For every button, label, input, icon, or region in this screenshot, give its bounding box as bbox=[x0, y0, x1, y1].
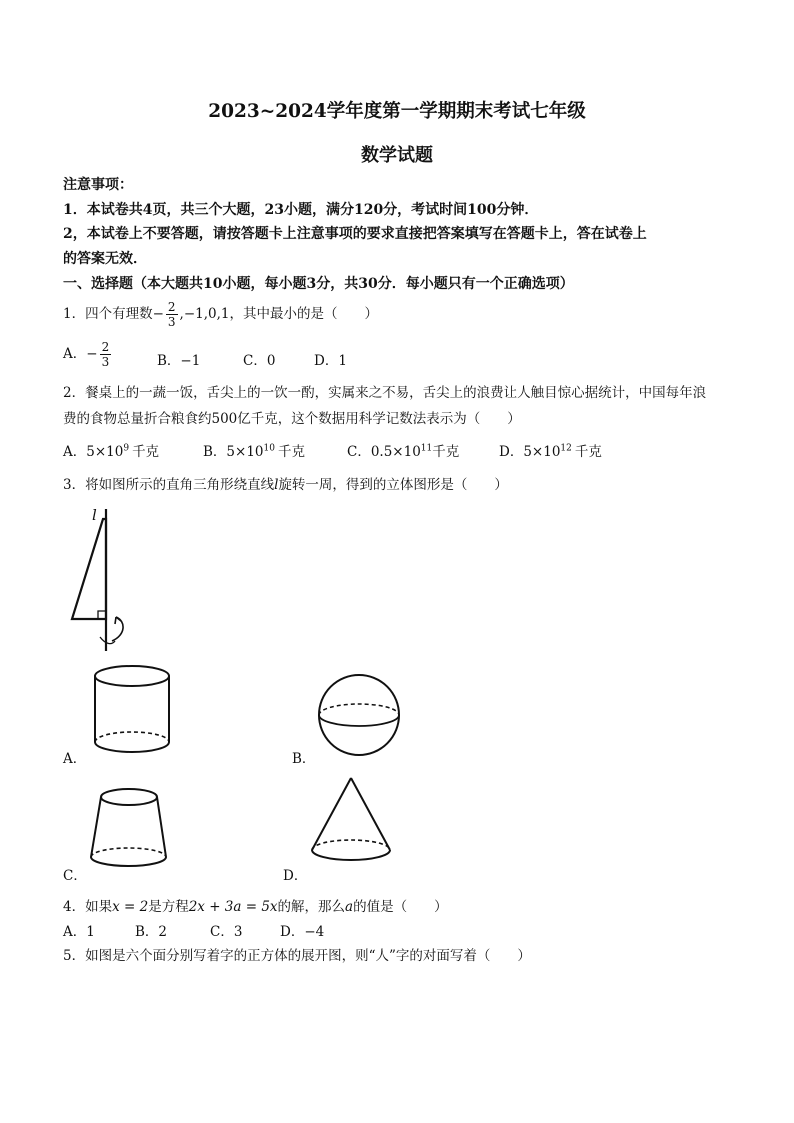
q4-var-a: a bbox=[345, 899, 354, 915]
q1-option-a-minus: − bbox=[86, 346, 98, 362]
q1-frac-num: 2 bbox=[167, 300, 176, 314]
q1-option-a-fraction bbox=[100, 341, 112, 368]
q1-option-b: B．−1 bbox=[157, 353, 201, 369]
q2-option-c-unit: 千克 bbox=[432, 444, 460, 460]
q2-option-a-base: A．5×10 bbox=[63, 444, 124, 460]
section-1-heading: 一、选择题（本大题共10小题，每小题3分，共30分．每小题只有一个正确选项） bbox=[63, 276, 574, 292]
q2-option-d-unit: 千克 bbox=[574, 444, 602, 460]
q2-option-b-unit: 千克 bbox=[277, 444, 305, 460]
question-1 bbox=[63, 301, 378, 328]
question-2-line-1: 2．餐桌上的一蔬一饭，舌尖上的一饮一酌，实属来之不易，舌尖上的浪费让人触目惊心据统计，中国每年浪 bbox=[63, 385, 707, 401]
q4-part-4: 的值是（ ） bbox=[353, 899, 448, 915]
question-5: 5．如图是六个面分别写着字的正方体的展开图，则“人”字的对面写着（ ） bbox=[63, 948, 531, 964]
q1-option-a bbox=[63, 341, 113, 368]
q2-option-d bbox=[499, 440, 602, 460]
q4-equation-2: 2x + 3a = 5x bbox=[188, 899, 278, 915]
q3-option-d: D． bbox=[283, 868, 308, 884]
q2-option-b bbox=[203, 440, 305, 460]
q2-option-a-unit: 千克 bbox=[132, 444, 160, 460]
q2-option-b-exp: 10 bbox=[263, 443, 275, 454]
q2-option-c-base: C．0.5×10 bbox=[347, 444, 421, 460]
q1-fraction bbox=[166, 301, 178, 328]
page-title: 2023~2024学年度第一学期期末考试七年级 bbox=[208, 101, 586, 122]
notice-item-2-line-2: 的答案无效． bbox=[63, 251, 147, 267]
q4-part-3: 的解，那么 bbox=[277, 899, 346, 915]
q3-text-post: 旋转一周，得到的立体图形是（ ） bbox=[278, 477, 508, 493]
right-angle-mark bbox=[98, 611, 106, 619]
notice-item-1: 1．本试卷共4页，共三个大题，23小题，满分120分，考试时间100分钟． bbox=[63, 202, 539, 218]
notice-item-2-line-1: 2，本试卷上不要答题，请按答题卡上注意事项的要求直接把答案填写在答题卡上，答在试卷上 bbox=[63, 226, 647, 242]
cone-figure bbox=[306, 772, 396, 872]
q1-rest: ,−1,0,1，其中最小的是（ ） bbox=[179, 306, 378, 322]
q3-text-pre: 3．将如图所示的直角三角形绕直线 bbox=[63, 477, 275, 493]
q1-option-a-num: 2 bbox=[101, 340, 110, 354]
q4-option-d: D．−4 bbox=[280, 924, 325, 940]
triangle-rotation-figure bbox=[60, 505, 140, 655]
q4-part-2: 是方程 bbox=[148, 899, 189, 915]
q2-option-d-base: D．5×10 bbox=[499, 444, 561, 460]
frustum-figure bbox=[86, 784, 176, 874]
page-subtitle: 数学试题 bbox=[361, 145, 433, 166]
q3-option-a: A． bbox=[63, 751, 87, 767]
q2-option-d-exp: 12 bbox=[560, 443, 572, 454]
q3-var-l: l bbox=[274, 477, 279, 493]
q2-option-c bbox=[347, 440, 459, 460]
q4-option-b: B．2 bbox=[135, 924, 168, 940]
q2-option-a-exp: 9 bbox=[123, 443, 130, 454]
q1-option-d: D．1 bbox=[314, 353, 347, 369]
question-4 bbox=[63, 895, 448, 915]
q3-option-c: C． bbox=[63, 868, 87, 884]
question-2-line-2: 费的食物总量折合粮食约500亿千克，这个数据用科学记数法表示为（ ） bbox=[63, 411, 521, 427]
axis-label-l: l bbox=[92, 506, 97, 524]
q4-equation-1: x = 2 bbox=[112, 899, 149, 915]
q4-part-1: 4．如果 bbox=[63, 899, 113, 915]
q1-frac-den: 3 bbox=[167, 315, 176, 329]
cylinder-figure bbox=[88, 660, 178, 760]
q3-option-b: B． bbox=[292, 751, 316, 767]
question-3 bbox=[63, 473, 508, 493]
q1-option-c: C．0 bbox=[243, 353, 276, 369]
q2-option-c-exp: 11 bbox=[420, 443, 433, 454]
q2-option-a bbox=[63, 440, 159, 460]
q1-minus: − bbox=[152, 306, 164, 322]
sphere-figure bbox=[314, 670, 404, 760]
q2-option-b-base: B．5×10 bbox=[203, 444, 264, 460]
notice-heading: 注意事项： bbox=[63, 177, 133, 193]
q1-option-a-den: 3 bbox=[101, 355, 110, 369]
q1-option-a-label: A． bbox=[63, 346, 87, 362]
q1-prefix: 1．四个有理数 bbox=[63, 306, 153, 322]
right-triangle bbox=[72, 519, 106, 619]
q4-option-c: C．3 bbox=[210, 924, 243, 940]
rotation-arrow bbox=[112, 617, 123, 641]
q4-option-a: A．1 bbox=[63, 924, 95, 940]
